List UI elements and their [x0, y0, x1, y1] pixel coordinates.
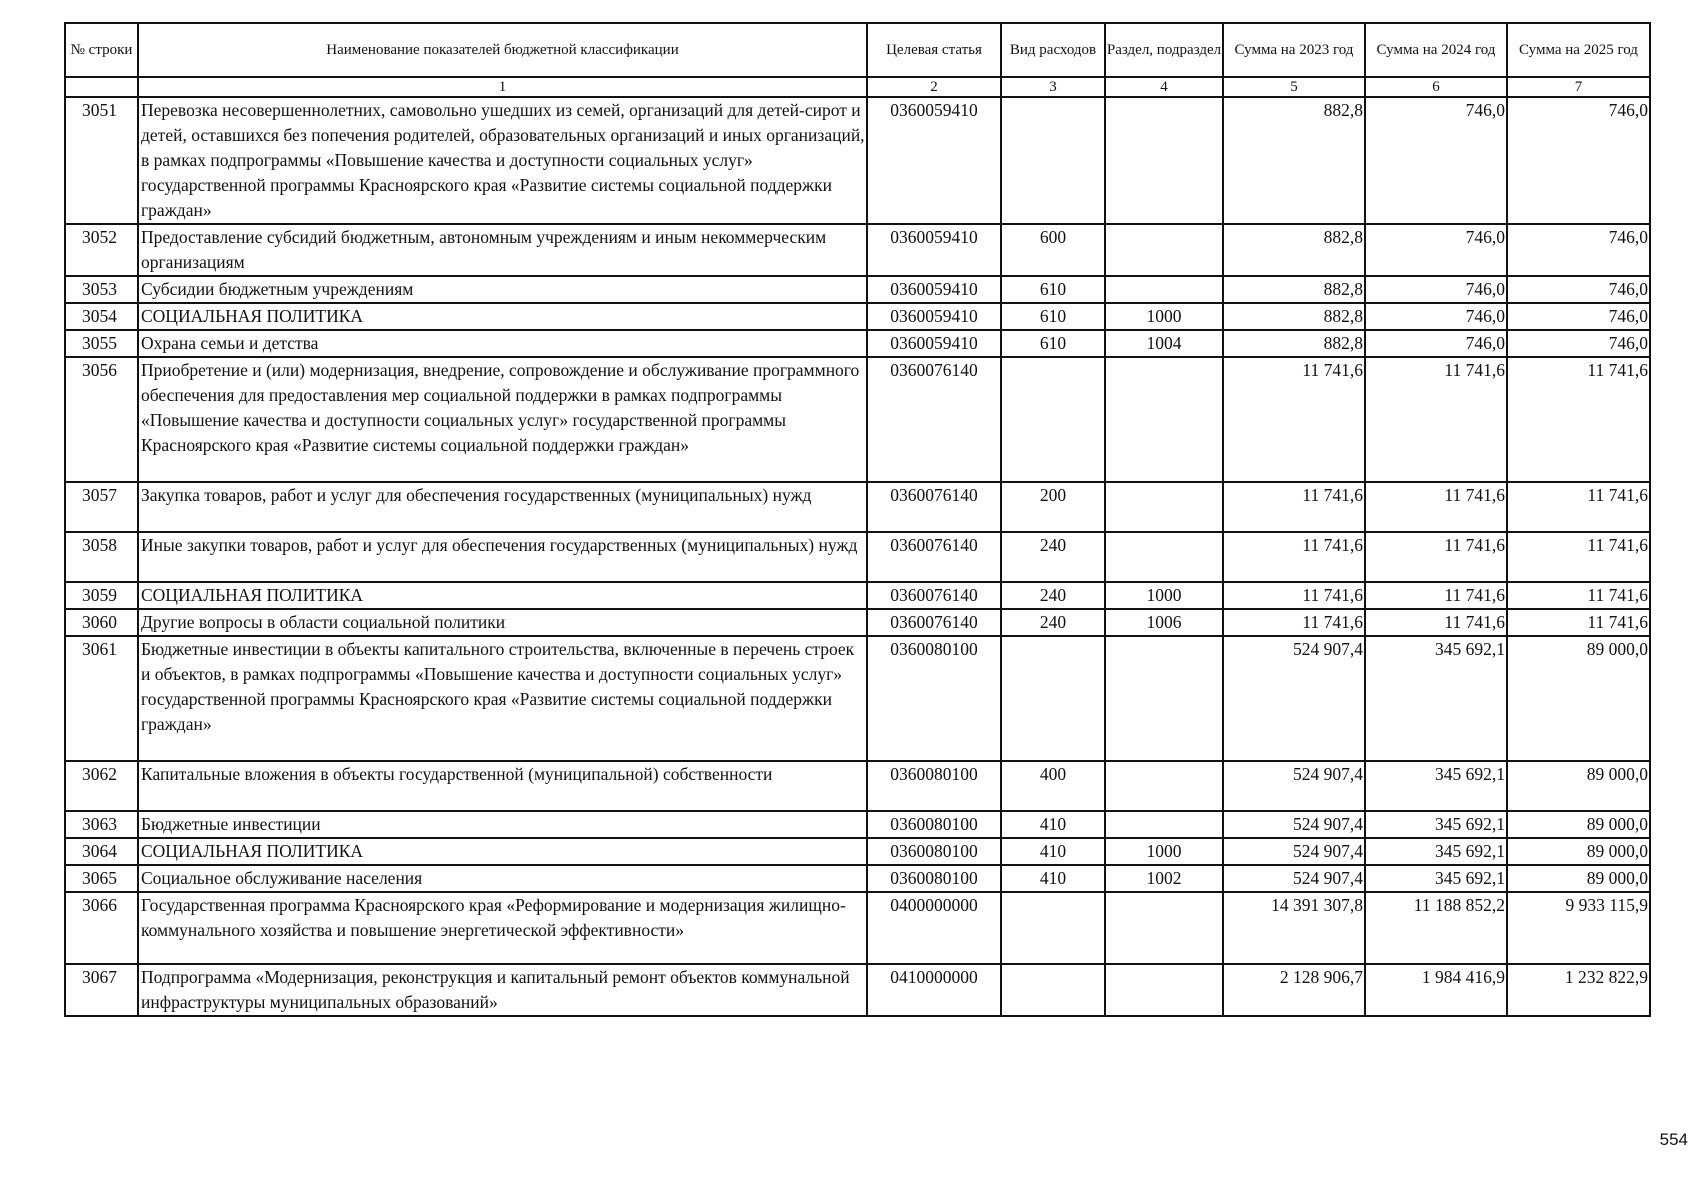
row-type — [1001, 357, 1105, 482]
row-section: 1002 — [1105, 865, 1223, 892]
row-target: 0410000000 — [867, 964, 1001, 1016]
table-row — [65, 276, 1650, 303]
row-type — [1001, 636, 1105, 761]
row-target: 0360076140 — [867, 582, 1001, 609]
row-name: СОЦИАЛЬНАЯ ПОЛИТИКА — [138, 838, 867, 865]
row-number: 3065 — [65, 865, 138, 892]
table-body — [65, 97, 1650, 1016]
row-name: Другие вопросы в области социальной политики — [138, 609, 867, 636]
table-row — [65, 811, 1650, 838]
index-cell: 1 — [138, 77, 867, 97]
row-sum-2023: 524 907,4 — [1223, 636, 1365, 761]
row-section — [1105, 761, 1223, 811]
row-sum-2025: 11 741,6 — [1507, 482, 1650, 532]
row-number: 3067 — [65, 964, 138, 1016]
row-type: 240 — [1001, 582, 1105, 609]
header-name: Наименование показателей бюджетной классификации — [138, 23, 867, 77]
header-row-no: № строки — [65, 23, 138, 77]
row-sum-2025: 746,0 — [1507, 303, 1650, 330]
row-sum-2024: 345 692,1 — [1365, 838, 1507, 865]
row-sum-2024: 11 741,6 — [1365, 582, 1507, 609]
row-number: 3056 — [65, 357, 138, 482]
row-sum-2024: 11 741,6 — [1365, 357, 1507, 482]
row-sum-2024: 746,0 — [1365, 224, 1507, 276]
row-sum-2024: 11 741,6 — [1365, 482, 1507, 532]
row-name: Бюджетные инвестиции — [138, 811, 867, 838]
row-sum-2024: 345 692,1 — [1365, 865, 1507, 892]
row-sum-2025: 11 741,6 — [1507, 532, 1650, 582]
row-section: 1000 — [1105, 303, 1223, 330]
row-number: 3054 — [65, 303, 138, 330]
table-row — [65, 865, 1650, 892]
row-number: 3053 — [65, 276, 138, 303]
row-target: 0360076140 — [867, 532, 1001, 582]
row-sum-2024: 746,0 — [1365, 330, 1507, 357]
row-section — [1105, 224, 1223, 276]
row-sum-2023: 2 128 906,7 — [1223, 964, 1365, 1016]
row-section — [1105, 276, 1223, 303]
row-target: 0360080100 — [867, 636, 1001, 761]
row-type: 240 — [1001, 609, 1105, 636]
table-row — [65, 964, 1650, 1016]
row-name: Бюджетные инвестиции в объекты капитального строительства, включенные в перечень строек и объектов, в рамках подпрограммы «Повышение качества и доступности социальных услуг» государственной программы Красноярского края «Развитие системы социальной поддержки граждан» — [138, 636, 867, 761]
index-cell: 3 — [1001, 77, 1105, 97]
row-target: 0360059410 — [867, 97, 1001, 224]
row-section — [1105, 892, 1223, 964]
row-section — [1105, 636, 1223, 761]
header-y2025: Сумма на 2025 год — [1507, 23, 1650, 77]
row-sum-2024: 11 741,6 — [1365, 609, 1507, 636]
row-target: 0360059410 — [867, 330, 1001, 357]
row-target: 0400000000 — [867, 892, 1001, 964]
row-section — [1105, 97, 1223, 224]
row-number: 3063 — [65, 811, 138, 838]
header-section: Раздел, подраздел — [1105, 23, 1223, 77]
header-target: Целевая статья — [867, 23, 1001, 77]
row-name: СОЦИАЛЬНАЯ ПОЛИТИКА — [138, 582, 867, 609]
row-sum-2025: 89 000,0 — [1507, 811, 1650, 838]
row-sum-2023: 11 741,6 — [1223, 582, 1365, 609]
row-number: 3064 — [65, 838, 138, 865]
row-sum-2023: 11 741,6 — [1223, 609, 1365, 636]
row-name: Государственная программа Красноярского края «Реформирование и модернизация жилищно-коммунального хозяйства и повышение энергетической эффективности» — [138, 892, 867, 964]
table-row — [65, 609, 1650, 636]
row-name: Закупка товаров, работ и услуг для обеспечения государственных (муниципальных) нужд — [138, 482, 867, 532]
table-row — [65, 892, 1650, 964]
row-sum-2025: 11 741,6 — [1507, 582, 1650, 609]
row-sum-2023: 882,8 — [1223, 303, 1365, 330]
row-sum-2023: 882,8 — [1223, 330, 1365, 357]
row-section: 1000 — [1105, 582, 1223, 609]
page-number: 554 — [1659, 1130, 1688, 1149]
row-number: 3066 — [65, 892, 138, 964]
row-sum-2023: 11 741,6 — [1223, 532, 1365, 582]
row-sum-2025: 746,0 — [1507, 224, 1650, 276]
row-name: Субсидии бюджетным учреждениям — [138, 276, 867, 303]
row-name: Капитальные вложения в объекты государственной (муниципальной) собственности — [138, 761, 867, 811]
row-sum-2023: 524 907,4 — [1223, 761, 1365, 811]
row-sum-2023: 882,8 — [1223, 276, 1365, 303]
row-sum-2025: 746,0 — [1507, 330, 1650, 357]
table-row — [65, 838, 1650, 865]
row-number: 3062 — [65, 761, 138, 811]
row-type: 610 — [1001, 303, 1105, 330]
index-cell-blank — [65, 77, 138, 97]
row-sum-2025: 9 933 115,9 — [1507, 892, 1650, 964]
row-number: 3052 — [65, 224, 138, 276]
table-row — [65, 357, 1650, 482]
row-number: 3059 — [65, 582, 138, 609]
row-section: 1004 — [1105, 330, 1223, 357]
table-row — [65, 761, 1650, 811]
row-name: Перевозка несовершеннолетних, самовольно ушедших из семей, организаций для детей-сирот и детей, оставшихся без попечения родителей, образовательных организаций и иных организаций, в рамках подпрограммы «Повышение качества и доступности социальных услуг» государственной программы Красноярского края «Развитие системы социальной поддержки граждан» — [138, 97, 867, 224]
row-sum-2025: 89 000,0 — [1507, 636, 1650, 761]
row-section: 1006 — [1105, 609, 1223, 636]
table-row — [65, 482, 1650, 532]
row-sum-2025: 11 741,6 — [1507, 609, 1650, 636]
row-sum-2023: 882,8 — [1223, 224, 1365, 276]
row-target: 0360059410 — [867, 224, 1001, 276]
row-sum-2025: 89 000,0 — [1507, 865, 1650, 892]
row-sum-2024: 11 188 852,2 — [1365, 892, 1507, 964]
row-type — [1001, 892, 1105, 964]
row-sum-2024: 11 741,6 — [1365, 532, 1507, 582]
row-sum-2023: 11 741,6 — [1223, 482, 1365, 532]
row-sum-2024: 746,0 — [1365, 97, 1507, 224]
index-row — [65, 77, 1650, 97]
row-type: 410 — [1001, 865, 1105, 892]
index-cell: 2 — [867, 77, 1001, 97]
row-type: 240 — [1001, 532, 1105, 582]
row-section — [1105, 811, 1223, 838]
row-name: Предоставление субсидий бюджетным, автономным учреждениям и иным некоммерческим организациям — [138, 224, 867, 276]
row-target: 0360076140 — [867, 482, 1001, 532]
header-y2024: Сумма на 2024 год — [1365, 23, 1507, 77]
row-sum-2023: 524 907,4 — [1223, 865, 1365, 892]
row-sum-2024: 746,0 — [1365, 303, 1507, 330]
row-name: СОЦИАЛЬНАЯ ПОЛИТИКА — [138, 303, 867, 330]
row-sum-2023: 524 907,4 — [1223, 838, 1365, 865]
row-type: 400 — [1001, 761, 1105, 811]
header-y2023: Сумма на 2023 год — [1223, 23, 1365, 77]
table-row — [65, 224, 1650, 276]
row-name: Иные закупки товаров, работ и услуг для обеспечения государственных (муниципальных) нужд — [138, 532, 867, 582]
row-sum-2025: 11 741,6 — [1507, 357, 1650, 482]
row-sum-2025: 89 000,0 — [1507, 761, 1650, 811]
row-sum-2024: 746,0 — [1365, 276, 1507, 303]
row-type: 200 — [1001, 482, 1105, 532]
row-type: 410 — [1001, 811, 1105, 838]
row-target: 0360080100 — [867, 811, 1001, 838]
row-sum-2024: 345 692,1 — [1365, 761, 1507, 811]
row-sum-2025: 746,0 — [1507, 276, 1650, 303]
row-section — [1105, 964, 1223, 1016]
row-number: 3051 — [65, 97, 138, 224]
row-type: 610 — [1001, 330, 1105, 357]
index-cell: 4 — [1105, 77, 1223, 97]
row-number: 3060 — [65, 609, 138, 636]
row-type: 600 — [1001, 224, 1105, 276]
budget-table — [64, 22, 1651, 1017]
row-section — [1105, 357, 1223, 482]
row-target: 0360076140 — [867, 609, 1001, 636]
row-sum-2023: 14 391 307,8 — [1223, 892, 1365, 964]
row-target: 0360059410 — [867, 276, 1001, 303]
row-section — [1105, 532, 1223, 582]
row-sum-2024: 345 692,1 — [1365, 636, 1507, 761]
table-row — [65, 303, 1650, 330]
row-section: 1000 — [1105, 838, 1223, 865]
index-cell: 6 — [1365, 77, 1507, 97]
row-number: 3055 — [65, 330, 138, 357]
row-target: 0360080100 — [867, 865, 1001, 892]
table-row — [65, 330, 1650, 357]
row-name: Подпрограмма «Модернизация, реконструкция и капитальный ремонт объектов коммунальной инфраструктуры муниципальных образований» — [138, 964, 867, 1016]
row-target: 0360076140 — [867, 357, 1001, 482]
row-target: 0360059410 — [867, 303, 1001, 330]
header-type: Вид расходов — [1001, 23, 1105, 77]
row-name: Охрана семьи и детства — [138, 330, 867, 357]
table-row — [65, 582, 1650, 609]
row-sum-2023: 524 907,4 — [1223, 811, 1365, 838]
row-section — [1105, 482, 1223, 532]
row-sum-2023: 11 741,6 — [1223, 357, 1365, 482]
row-number: 3057 — [65, 482, 138, 532]
row-sum-2025: 1 232 822,9 — [1507, 964, 1650, 1016]
row-target: 0360080100 — [867, 761, 1001, 811]
row-type — [1001, 97, 1105, 224]
row-number: 3061 — [65, 636, 138, 761]
row-type: 410 — [1001, 838, 1105, 865]
row-type — [1001, 964, 1105, 1016]
table-row — [65, 636, 1650, 761]
table-row — [65, 97, 1650, 224]
row-sum-2024: 345 692,1 — [1365, 811, 1507, 838]
row-sum-2025: 746,0 — [1507, 97, 1650, 224]
row-name: Социальное обслуживание населения — [138, 865, 867, 892]
row-sum-2025: 89 000,0 — [1507, 838, 1650, 865]
row-sum-2023: 882,8 — [1223, 97, 1365, 224]
index-cell: 5 — [1223, 77, 1365, 97]
row-name: Приобретение и (или) модернизация, внедрение, сопровождение и обслуживание программного обеспечения для предоставления мер социальной поддержки в рамках подпрограммы «Повышение качества и доступности социальных услуг» государственной программы Красноярского края «Развитие системы социальной поддержки граждан» — [138, 357, 867, 482]
row-number: 3058 — [65, 532, 138, 582]
header-row — [65, 23, 1650, 77]
row-target: 0360080100 — [867, 838, 1001, 865]
index-cell: 7 — [1507, 77, 1650, 97]
row-type: 610 — [1001, 276, 1105, 303]
row-sum-2024: 1 984 416,9 — [1365, 964, 1507, 1016]
table-row — [65, 532, 1650, 582]
